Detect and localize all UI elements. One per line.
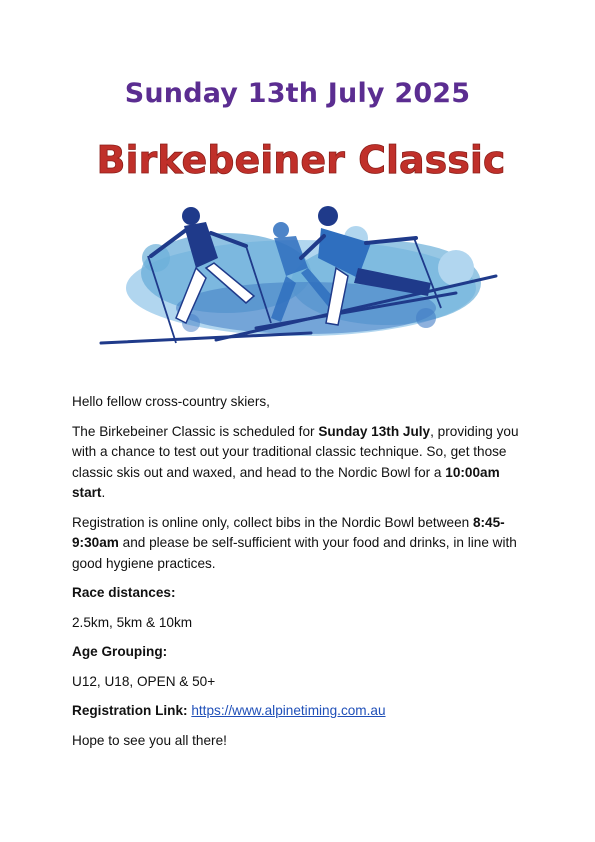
race-distances-value: 2.5km, 5km & 10km	[72, 614, 193, 630]
event-date: Sunday 13th July	[318, 423, 431, 439]
greeting: Hello fellow cross-country skiers,	[72, 394, 270, 409]
event-description	[72, 392, 532, 760]
schedule-text-1: The Birkebeiner Classic is scheduled for	[72, 423, 319, 439]
registration-link-label: Registration Link:	[72, 703, 188, 718]
age-grouping-value: U12, U18, OPEN & 50+	[72, 673, 216, 689]
registration-text-1: Registration is online only, collect bibs in the Nordic Bowl between	[72, 514, 473, 530]
event-banner	[96, 118, 506, 358]
skiers-illustration	[96, 118, 506, 358]
registration-link[interactable]: https://www.alpinetiming.com.au	[191, 703, 386, 718]
race-distances-label: Race distances:	[72, 585, 176, 600]
start-time: 10:00am start	[72, 464, 500, 500]
banner-logo-text: Birkebeiner Classic	[96, 138, 506, 182]
closing-line: Hope to see you all there!	[72, 732, 227, 748]
registration-paragraph	[72, 513, 532, 575]
registration-link-line	[72, 701, 532, 722]
schedule-text-3: .	[101, 485, 106, 500]
schedule-text-2: , providing you with a chance to test out your traditional classic technique. So, get those classic skis out and waxed, and head to the Nordic Bowl for a	[72, 423, 519, 480]
race-distances-heading	[72, 583, 532, 604]
registration-text-2: and please be self-sufficient with your food and drinks, in line with good hygiene practices.	[72, 535, 517, 571]
bib-collection-time: 8:45-9:30am	[72, 514, 505, 550]
age-grouping-heading	[72, 642, 532, 663]
age-grouping-label: Age Grouping:	[72, 644, 168, 659]
page-title: Sunday 13th July 2025	[124, 78, 471, 109]
schedule-paragraph	[72, 422, 532, 504]
